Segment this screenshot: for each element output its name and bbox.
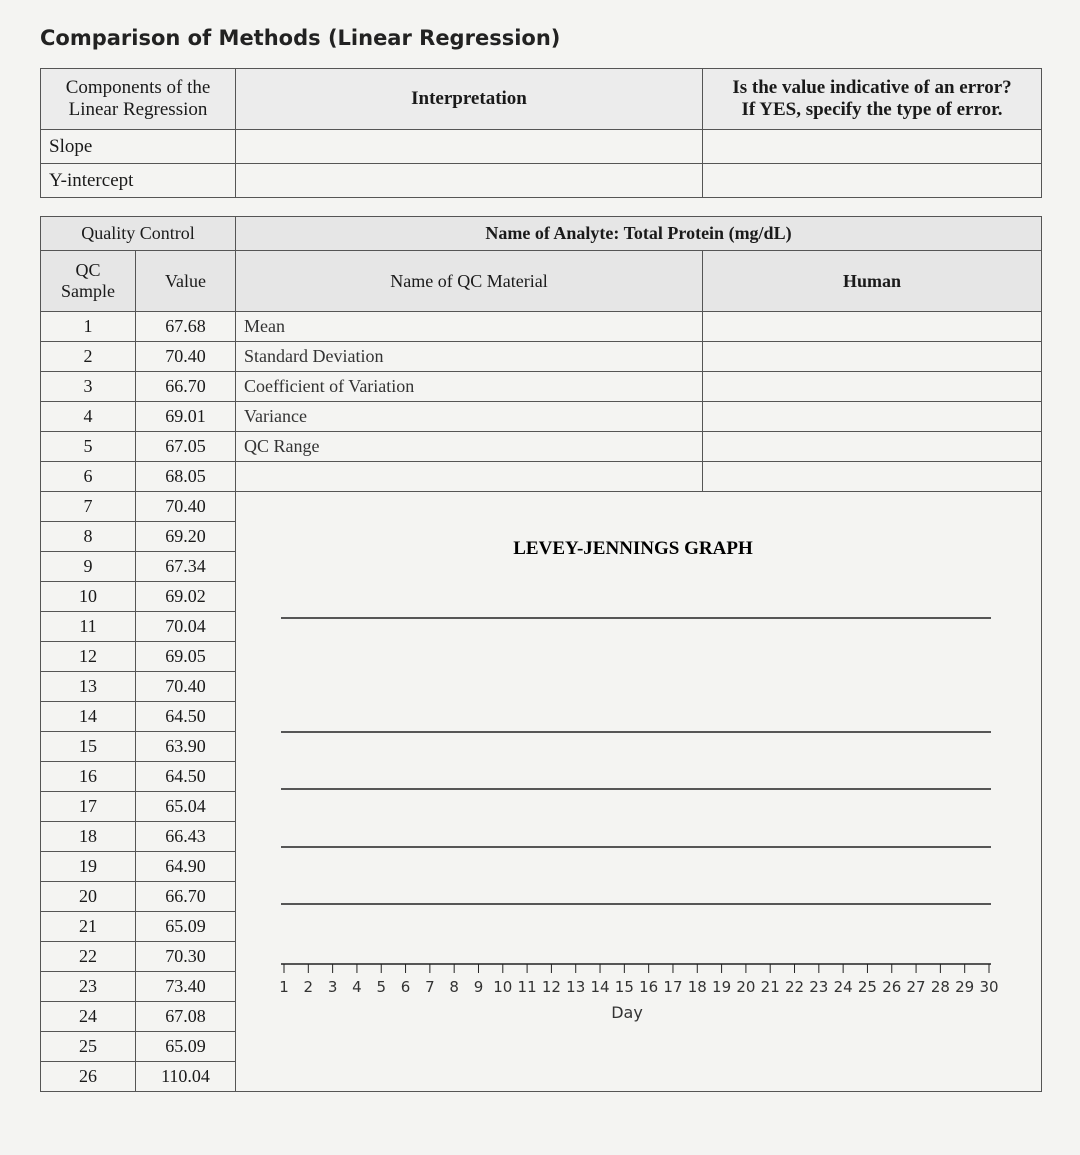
x-tick-label: 22: [784, 978, 805, 996]
x-tick-label: 18: [687, 978, 707, 996]
intercept-row: [41, 164, 1042, 198]
human-value-cell[interactable]: [703, 312, 1042, 342]
x-tick-label: 27: [906, 978, 926, 996]
sample-value: 70.30: [136, 942, 236, 972]
sample-value: 68.05: [136, 462, 236, 492]
regression-table: [40, 68, 1042, 198]
qc-stat-label: Standard Deviation: [236, 342, 703, 372]
sample-number: 21: [41, 912, 136, 942]
x-tick-label: 23: [809, 978, 829, 996]
x-tick-label: 12: [541, 978, 561, 996]
sample-value: 65.04: [136, 792, 236, 822]
sample-value: 64.50: [136, 762, 236, 792]
human-header: Human: [703, 251, 1042, 312]
x-tick-label: 9: [473, 978, 484, 996]
sample-number: 5: [41, 432, 136, 462]
x-tick-label: 20: [736, 978, 756, 996]
x-tick-label: 21: [760, 978, 780, 996]
sample-value: 66.43: [136, 822, 236, 852]
x-tick-label: 16: [639, 978, 659, 996]
sample-number: 14: [41, 702, 136, 732]
human-value-cell[interactable]: [703, 462, 1042, 492]
slope-label: Slope: [41, 130, 236, 164]
human-value-cell[interactable]: [703, 372, 1042, 402]
sample-number: 9: [41, 552, 136, 582]
page-title: Comparison of Methods (Linear Regression): [40, 26, 561, 50]
intercept-label: Y-intercept: [41, 164, 236, 198]
interpretation-header: Interpretation: [236, 69, 703, 130]
qc-stat-label: Mean: [236, 312, 703, 342]
error-header-line2: If YES, specify the type of error.: [741, 99, 1003, 120]
levey-jennings-graph-cell: [236, 492, 1042, 1092]
qc-header-row: [41, 217, 1042, 251]
qc-sample-row: [41, 372, 1042, 402]
x-tick-label: 6: [400, 978, 411, 996]
value-header: Value: [136, 251, 236, 312]
sample-number: 16: [41, 762, 136, 792]
qc-stat-label: [236, 462, 703, 492]
sample-value: 67.05: [136, 432, 236, 462]
sample-number: 24: [41, 1002, 136, 1032]
sample-value: 110.04: [136, 1062, 236, 1092]
sample-number: 7: [41, 492, 136, 522]
slope-error-cell[interactable]: [703, 130, 1042, 164]
x-tick-label: 1: [279, 978, 289, 996]
x-tick-label: 8: [449, 978, 459, 996]
qc-sample-header-line1: QC: [75, 260, 101, 280]
sample-value: 70.40: [136, 672, 236, 702]
qc-material-header: Name of QC Material: [236, 251, 703, 312]
intercept-interpretation-cell[interactable]: [236, 164, 703, 198]
error-header: [703, 69, 1042, 130]
sample-value: 69.02: [136, 582, 236, 612]
sample-value: 66.70: [136, 372, 236, 402]
qc-sample-row: [41, 312, 1042, 342]
x-tick-label: 10: [493, 978, 513, 996]
sample-value: 67.34: [136, 552, 236, 582]
qc-sample-row: [41, 432, 1042, 462]
graph-title: LEVEY-JENNINGS GRAPH: [513, 538, 753, 559]
x-tick-label: 14: [590, 978, 610, 996]
sample-number: 3: [41, 372, 136, 402]
sample-number: 22: [41, 942, 136, 972]
qc-table: [40, 216, 1042, 1092]
qc-stat-label: Coefficient of Variation: [236, 372, 703, 402]
sample-number: 6: [41, 462, 136, 492]
sample-value: 70.40: [136, 492, 236, 522]
qc-stat-label: QC Range: [236, 432, 703, 462]
sample-value: 69.20: [136, 522, 236, 552]
levey-jennings-graph: [236, 492, 1041, 1082]
sample-number: 26: [41, 1062, 136, 1092]
slope-row: [41, 130, 1042, 164]
sample-value: 70.40: [136, 342, 236, 372]
qc-sample-header-line2: Sample: [61, 281, 115, 301]
human-value-cell[interactable]: [703, 342, 1042, 372]
sample-number: 4: [41, 402, 136, 432]
x-tick-label: 17: [663, 978, 683, 996]
sample-value: 70.04: [136, 612, 236, 642]
x-tick-label: 24: [833, 978, 853, 996]
sample-number: 20: [41, 882, 136, 912]
components-header-line1: Components of the: [65, 77, 211, 98]
qc-sample-header: [41, 251, 136, 312]
qc-sample-row: [41, 462, 1042, 492]
sample-value: 63.90: [136, 732, 236, 762]
human-value-cell[interactable]: [703, 402, 1042, 432]
x-tick-label: 19: [712, 978, 732, 996]
sample-number: 19: [41, 852, 136, 882]
sample-number: 12: [41, 642, 136, 672]
qc-sample-row: [41, 492, 1042, 522]
x-tick-label: 3: [327, 978, 338, 996]
sample-number: 2: [41, 342, 136, 372]
x-tick-label: 4: [352, 978, 362, 996]
x-tick-label: 11: [517, 978, 537, 996]
error-header-line1: Is the value indicative of an error?: [732, 77, 1012, 98]
sample-value: 64.90: [136, 852, 236, 882]
sample-value: 73.40: [136, 972, 236, 1002]
components-header-line2: Linear Regression: [68, 99, 208, 120]
components-header: [41, 69, 236, 130]
qc-subheader-row: [41, 251, 1042, 312]
sample-number: 17: [41, 792, 136, 822]
sample-number: 1: [41, 312, 136, 342]
x-tick-label: 2: [303, 978, 314, 996]
sample-value: 69.01: [136, 402, 236, 432]
x-tick-label: 15: [614, 978, 634, 996]
sample-value: 65.09: [136, 1032, 236, 1062]
sample-value: 64.50: [136, 702, 236, 732]
sample-number: 23: [41, 972, 136, 1002]
sample-value: 69.05: [136, 642, 236, 672]
sample-number: 25: [41, 1032, 136, 1062]
sample-number: 10: [41, 582, 136, 612]
x-tick-label: 30: [979, 978, 999, 996]
human-value-cell[interactable]: [703, 432, 1042, 462]
x-tick-label: 29: [955, 978, 975, 996]
qc-sample-row: [41, 402, 1042, 432]
sample-number: 13: [41, 672, 136, 702]
sample-value: 65.09: [136, 912, 236, 942]
regression-header-row: [41, 69, 1042, 130]
sample-number: 18: [41, 822, 136, 852]
quality-control-header: Quality Control: [41, 217, 236, 251]
qc-sample-row: [41, 342, 1042, 372]
sample-value: 67.08: [136, 1002, 236, 1032]
x-tick-label: 25: [857, 978, 877, 996]
x-tick-label: 26: [882, 978, 902, 996]
sample-number: 8: [41, 522, 136, 552]
sample-number: 15: [41, 732, 136, 762]
sample-number: 11: [41, 612, 136, 642]
intercept-error-cell[interactable]: [703, 164, 1042, 198]
x-tick-label: 28: [930, 978, 950, 996]
x-tick-label: 13: [566, 978, 586, 996]
x-tick-label: 5: [376, 978, 387, 996]
analyte-header: Name of Analyte: Total Protein (mg/dL): [236, 217, 1042, 251]
sample-value: 67.68: [136, 312, 236, 342]
x-axis-label: Day: [611, 1003, 643, 1022]
x-tick-label: 7: [425, 978, 435, 996]
slope-interpretation-cell[interactable]: [236, 130, 703, 164]
sample-value: 66.70: [136, 882, 236, 912]
qc-stat-label: Variance: [236, 402, 703, 432]
